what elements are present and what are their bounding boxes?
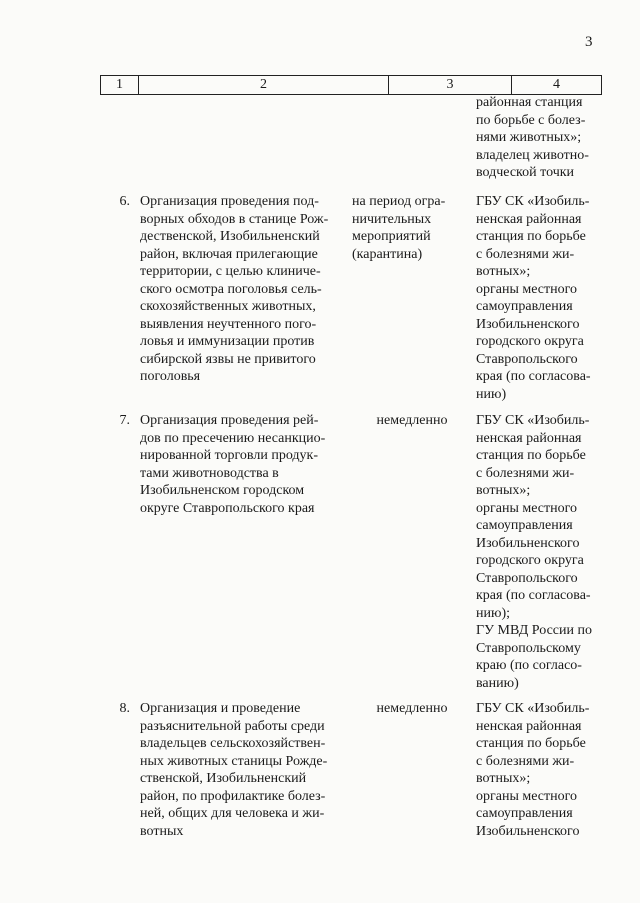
text-line: Организация проведения рей- — [140, 413, 319, 428]
header-col-4: 4 — [553, 77, 560, 92]
text-line: тами животноводства в — [140, 465, 279, 481]
text-line: район, по профилактике болез- — [140, 788, 326, 804]
header-col-1: 1 — [101, 76, 139, 94]
responsible-cell — [476, 412, 598, 692]
text-line: ней, общих для человека и жи- — [140, 806, 325, 821]
text-line: вотных — [140, 823, 184, 839]
text-line: водческой точки — [476, 165, 575, 180]
text-line: с болезнями жи- — [476, 246, 575, 262]
text-line: Ставропольскому — [476, 640, 581, 656]
activity-cell — [140, 700, 345, 840]
text-line: сибирской язвы не привитого — [140, 351, 316, 367]
text-line: районная станция — [476, 95, 583, 110]
text-line: станция по борьбе — [476, 736, 586, 751]
text-line: ворных обходов в станице Рож- — [140, 211, 329, 227]
text-line: самоуправления — [476, 518, 573, 533]
timing-cell — [352, 412, 472, 430]
text-line: поголовья — [140, 369, 201, 384]
text-line: края (по согласова- — [476, 369, 591, 384]
text-line: округе Ставропольского края — [140, 500, 315, 516]
text-line: ственской, Изобильненский — [140, 771, 307, 786]
text-line: (карантина) — [352, 246, 423, 262]
text-line: нями животных»; — [476, 130, 582, 145]
text-line: немедленно — [376, 413, 448, 428]
text-line: ненская районная — [476, 718, 582, 734]
text-line: вотных»; — [476, 771, 531, 786]
text-line: городского округа — [476, 334, 584, 349]
text-line: ГУ МВД России по — [476, 623, 592, 638]
continuation-responsible-cell — [476, 94, 598, 182]
text-line: Ставропольского — [476, 570, 578, 586]
text-line: органы местного — [476, 281, 577, 297]
timing-cell — [352, 193, 472, 263]
text-line: Организация проведения под- — [140, 194, 319, 209]
timing-cell — [352, 700, 472, 718]
text-line: ных животных станицы Рожде- — [140, 753, 328, 769]
text-line: выявления неучтенного пого- — [140, 316, 317, 332]
text-line: органы местного — [476, 500, 577, 516]
text-line: ничительных — [352, 211, 432, 227]
text-line: самоуправления — [476, 806, 573, 821]
text-line: городского округа — [476, 553, 584, 568]
header-col-3: 3 — [389, 76, 512, 94]
text-line: ненская районная — [476, 211, 582, 227]
text-line: владельцев сельскохозяйствен- — [140, 736, 326, 751]
text-line: самоуправления — [476, 299, 573, 314]
text-line: ловья и иммунизации против — [140, 334, 315, 349]
text-line: ского осмотра поголовья сель- — [140, 281, 322, 297]
text-line: Изобильненского — [476, 316, 580, 332]
text-line: территории, с целью клиниче- — [140, 264, 321, 279]
page-number: 3 — [585, 34, 593, 50]
row-number: 8. — [119, 701, 130, 716]
text-line: края (по согласова- — [476, 588, 591, 603]
text-line: разъяснительной работы среди — [140, 718, 325, 734]
text-line: немедленно — [376, 701, 448, 716]
responsible-cell — [476, 193, 598, 403]
text-line: Ставропольского — [476, 351, 578, 367]
header-col-2: 2 — [139, 76, 389, 94]
text-line: владелец животно- — [476, 147, 589, 163]
text-line: на период огра- — [352, 194, 446, 209]
text-line: по борьбе с болез- — [476, 112, 586, 128]
text-line: с болезнями жи- — [476, 753, 575, 769]
row-number: 7. — [119, 413, 130, 428]
text-line: ГБУ СК «Изобиль- — [476, 701, 590, 716]
text-line: ненская районная — [476, 430, 582, 446]
text-line: станция по борьбе — [476, 229, 586, 244]
activity-cell — [140, 193, 345, 386]
text-line: органы местного — [476, 788, 577, 804]
text-line: вотных»; — [476, 264, 531, 279]
text-line: мероприятий — [352, 229, 431, 244]
text-line: ГБУ СК «Изобиль- — [476, 194, 590, 209]
responsible-cell — [476, 700, 598, 840]
text-line: Изобильненском городском — [140, 483, 305, 498]
text-line: скохозяйственных животных, — [140, 299, 316, 314]
text-line: нированной торговли продук- — [140, 448, 319, 463]
text-line: Изобильненского — [476, 535, 580, 551]
text-line: дов по пресечению несанкцио- — [140, 430, 326, 446]
text-line: ГБУ СК «Изобиль- — [476, 413, 590, 428]
text-line: район, включая прилегающие — [140, 246, 318, 262]
text-line: станция по борьбе — [476, 448, 586, 463]
table-header-row — [100, 75, 602, 95]
text-line: Изобильненского — [476, 823, 580, 839]
activity-cell — [140, 412, 345, 517]
row-number: 6. — [119, 194, 130, 209]
text-line: нию) — [476, 386, 507, 402]
text-line: с болезнями жи- — [476, 465, 575, 481]
text-line: дественской, Изобильненский — [140, 229, 320, 244]
text-line: вотных»; — [476, 483, 531, 498]
text-line: нию); — [476, 605, 510, 621]
text-line: Организация и проведение — [140, 701, 301, 716]
text-line: ванию) — [476, 675, 519, 691]
text-line: краю (по согласо- — [476, 658, 582, 673]
